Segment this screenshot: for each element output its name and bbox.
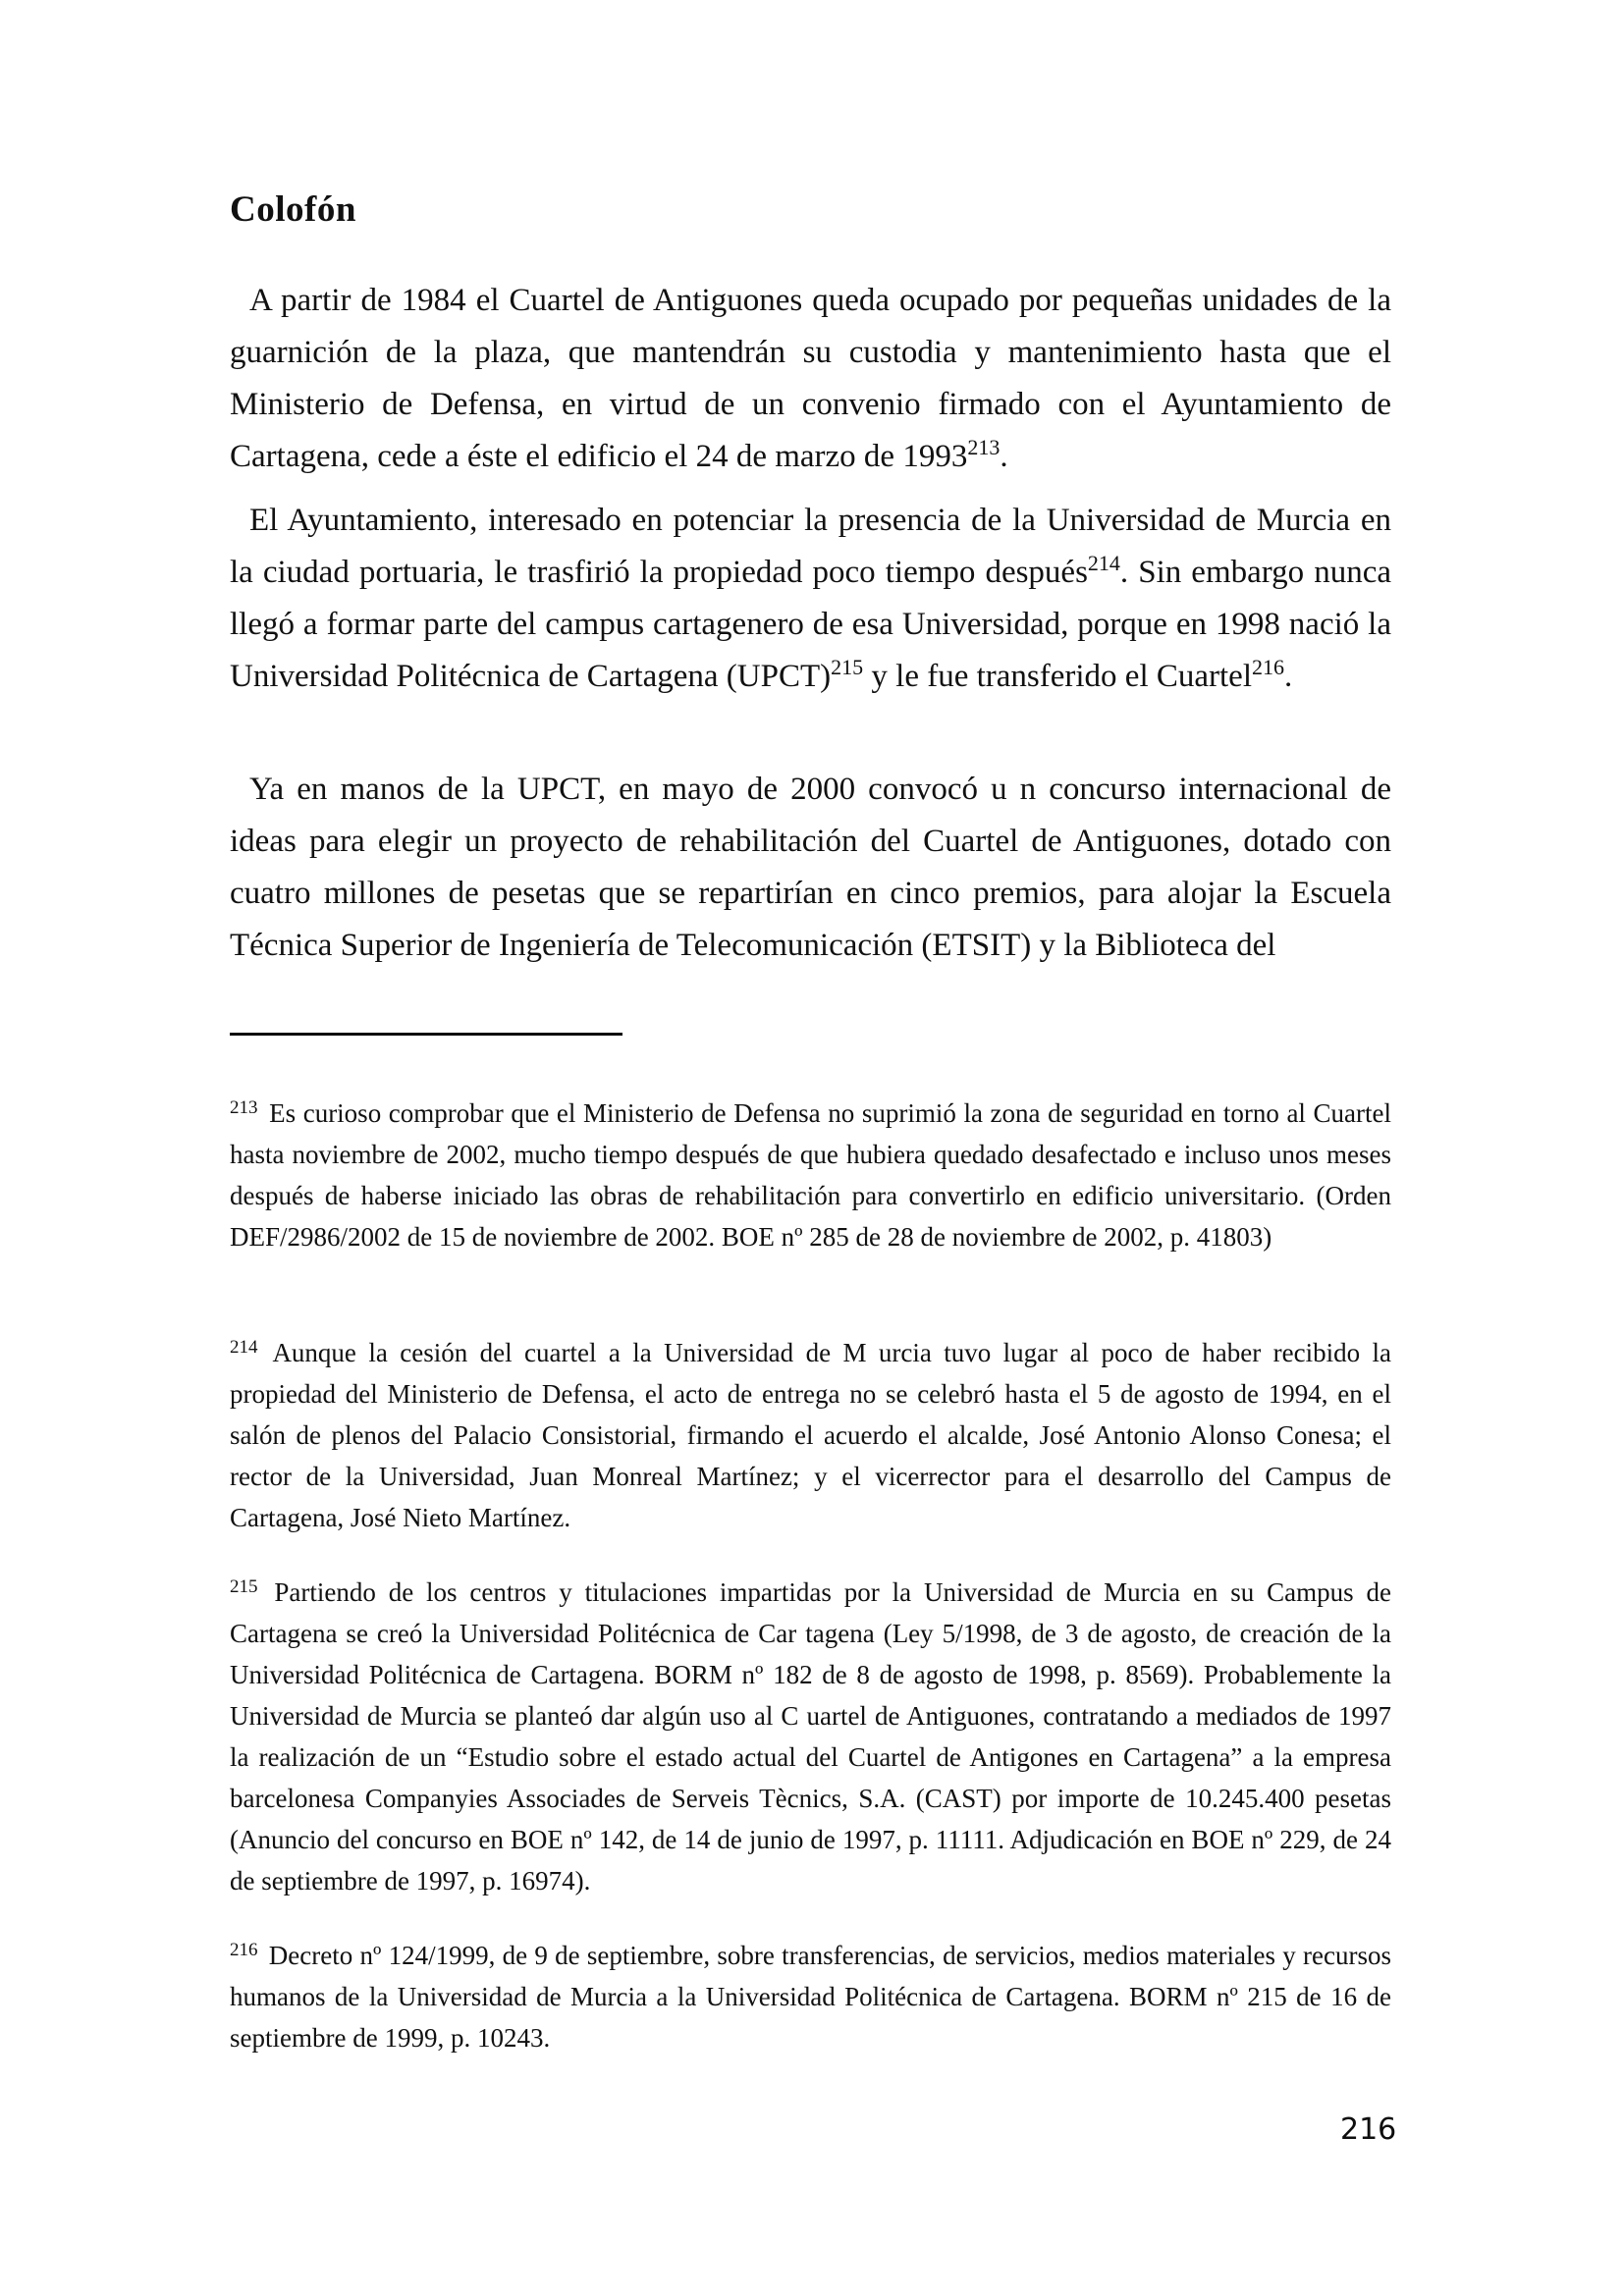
footnote-216: [230, 1935, 1391, 2058]
footnote-text: Partiendo de los centros y titulaciones impartidas por la Universidad de Murcia en su Campus de Cartagena se creó la Universidad Politécnica de Car tagena (Ley 5/1998, de 3 de agosto, de creación de la Universidad Politécnica de Cartagena. BORM nº 182 de 8 de agosto de 1998, p. 8569). Probablemente la Universidad de Murcia se planteó dar algún uso al C uartel de Antiguones, contratando a mediados de 1997 la realización de un “Estudio sobre el estado actual del Cuartel de Antigones en Cartagena” a la empresa barcelonesa Companyies Associades de Serveis Tècnics, S.A. (CAST) por importe de 10.245.400 pesetas (Anuncio del concurso en BOE nº 142, de 14 de junio de 1997, p. 11111. Adjudicación en BOE nº 229, de 24 de septiembre de 1997, p. 16974).: [230, 1577, 1391, 1896]
footnote-number: 213: [230, 1096, 258, 1118]
footnote-number: 214: [230, 1336, 258, 1358]
footnote-ref: 215: [831, 654, 864, 679]
footnote-number: 216: [230, 1939, 258, 1960]
body-paragraph-1: A partir de 1984 el Cuartel de Antiguones queda ocupado por pequeñas unidades de la guarnición de la plaza, que mantendrán su custodia y mantenimiento hasta que el Ministerio de Defensa, en virtud de un convenio firmado con el Ayuntamiento de Cartagena, cede a éste el edificio el 24 de marzo de 1993$^{213}$.: [230, 283, 1391, 474]
footnote-ref: 216: [1252, 654, 1284, 679]
footnote-text: Aunque la cesión del cuartel a la Universidad de M urcia tuvo lugar al poco de haber recibido la propiedad del Ministerio de Defensa, el acto de entrega no se celebró hasta el 5 de agosto de 1994, en el salón de plenos del Palacio Consistorial, firmando el acuerdo el alcalde, José Antonio Alonso Conesa; el rector de la Universidad, Juan Monreal Martínez; y el vicerrector para el desarrollo del Campus de Cartagena, José Nieto Martínez.: [230, 1338, 1391, 1532]
footnote-ref: 213: [967, 434, 1001, 459]
footnote-215: [230, 1572, 1391, 1901]
footnote-ref: 214: [1087, 550, 1120, 575]
footnote-text: Decreto nº 124/1999, de 9 de septiembre, sobre transferencias, de servicios, medios materiales y recursos humanos de la Universidad de Murcia a la Universidad Politécnica de Cartagena. BORM nº 215 de 16 de septiembre de 1999, p. 10243.: [230, 1941, 1392, 2053]
footnote-text: Es curioso comprobar que el Ministerio de Defensa no suprimió la zona de seguridad en torno al Cuartel hasta noviembre de 2002, mucho tiempo después de que hubiera quedado desafectado e incluso unos meses después de haberse iniciado las obras de rehabilitación para convertirlo en edificio universitario. (Orden DEF/2986/2002 de 15 de noviembre de 2002. BOE nº 285 de 28 de noviembre de 2002, p. 41803): [230, 1098, 1391, 1252]
footnote-214: [230, 1332, 1391, 1538]
page-title: Colofón: [230, 189, 356, 230]
footnote-separator-rule: [230, 1033, 622, 1036]
body-paragraph-2: El Ayuntamiento, interesado en potenciar la presencia de la Universidad de Murcia en la ciudad portuaria, le trasfirió la propiedad poco tiempo después$^{214}$. Sin embargo nunca llegó a formar parte del campus cartagenero de esa Universidad, porque en 1998 nació la Universidad Politécnica de Cartagena (UPCT)$^{215}$ y le fue transferido el Cuartel$^{216}$.: [230, 503, 1391, 694]
footnote-213: [230, 1093, 1391, 1257]
body-paragraph-3: Ya en manos de la UPCT, en mayo de 2000 convocó u n concurso internacional de ideas para elegir un proyecto de rehabilitación del Cuartel de Antiguones, dotado con cuatro millones de pesetas que se repartirían en cinco premios, para alojar la Escuela Técnica Superior de Ingeniería de Telecomunicación (ETSIT) y la Biblioteca del: [230, 772, 1391, 963]
footnote-number: 215: [230, 1575, 258, 1597]
page-number: 216: [1340, 2112, 1397, 2147]
